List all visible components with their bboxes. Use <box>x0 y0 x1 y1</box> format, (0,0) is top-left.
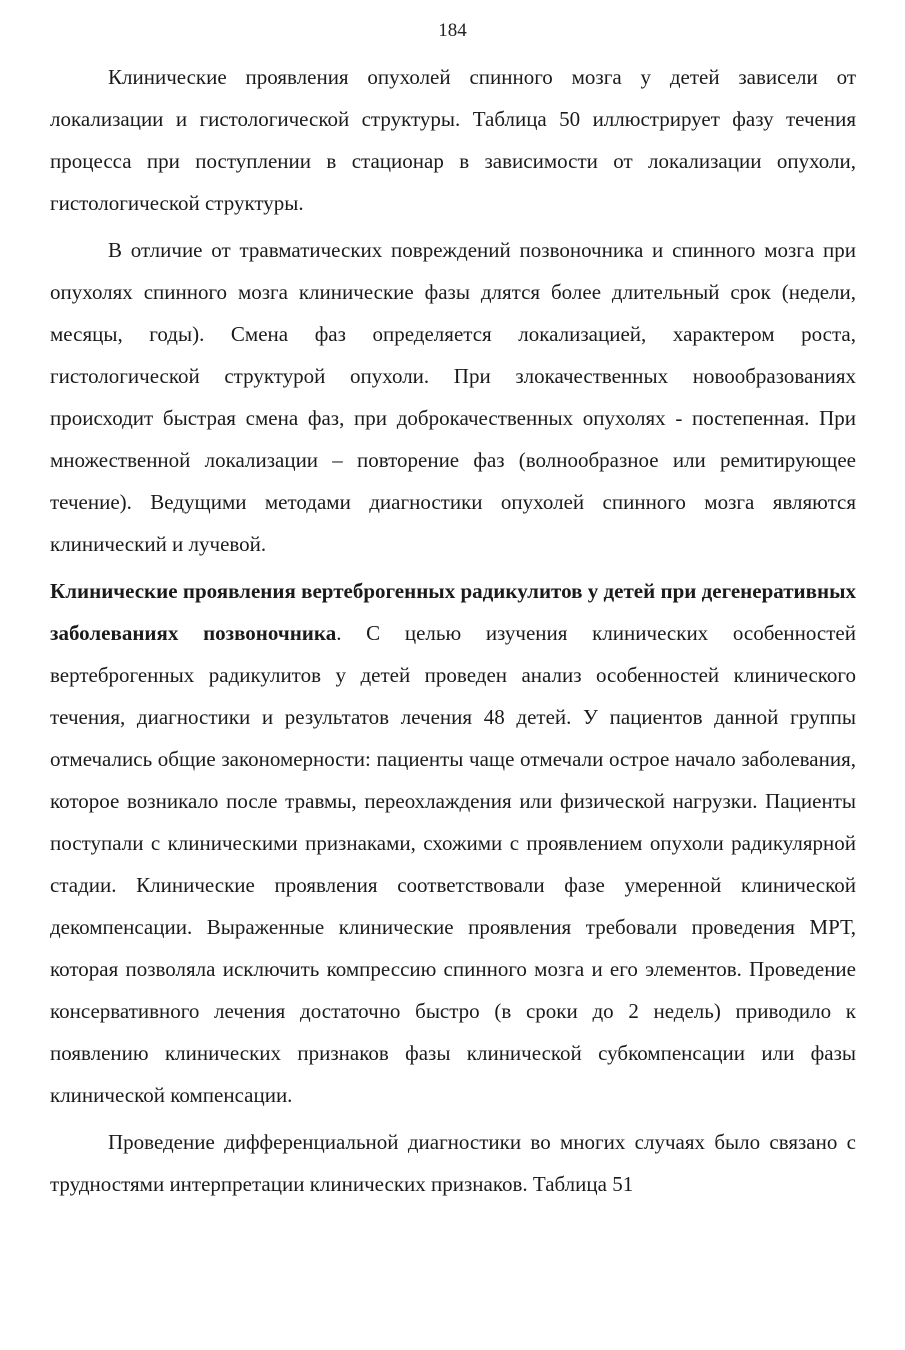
page-number: 184 <box>438 20 467 41</box>
paragraph-4: Проведение дифференциальной диагностики во многих случаях было связано с трудностями интерпретации клинических признаков. Таблица 51 <box>50 1130 856 1196</box>
section-heading: Клинические проявления вертеброгенных радикулитов у детей при дегенеративных заболеваниях позвоночника <box>50 579 856 645</box>
paragraph-1: Клинические проявления опухолей спинного мозга у детей зависели от локализации и гистологической структуры. Таблица 50 иллюстрирует фазу течения процесса при поступлении в стационар в зависимости от локализации опухоли, гистологической структуры. <box>50 65 856 215</box>
paragraph-3 <box>50 570 856 1116</box>
paragraph-2: В отличие от травматических повреждений позвоночника и спинного мозга при опухолях спинного мозга клинические фазы длятся более длительный срок (недели, месяцы, годы). Смена фаз определяется локализацией, характером роста, гистологической структурой опухоли. При злокачественных новообразованиях происходит быстрая смена фаз, при доброкачественных опухолях - постепенная. При множественной локализации – повторение фаз (волнообразное или ремитирующее течение). Ведущими методами диагностики опухолей спинного мозга являются клинический и лучевой. <box>50 238 856 556</box>
paragraph-3-body: . С целью изучения клинических особенностей вертеброгенных радикулитов у детей проведен анализ особенностей клинического течения, диагностики и результатов лечения 48 детей. У пациентов данной группы отмечались общие закономерности: пациенты чаще отмечали острое начало заболевания, которое возникало после травмы, переохлаждения или физической нагрузки. Пациенты поступали с клиническими признаками, схожими с проявлением опухоли радикулярной стадии. Клинические проявления соответствовали фазе умеренной клинической декомпенсации. Выраженные клинические проявления требовали проведения МРТ, которая позволяла исключить компрессию спинного мозга и его элементов. Проведение консервативного лечения достаточно быстро (в сроки до 2 недель) приводило к появлению клинических признаков фазы клинической субкомпенсации или фазы клинической компенсации. <box>50 621 856 1107</box>
body-text <box>50 56 856 1205</box>
